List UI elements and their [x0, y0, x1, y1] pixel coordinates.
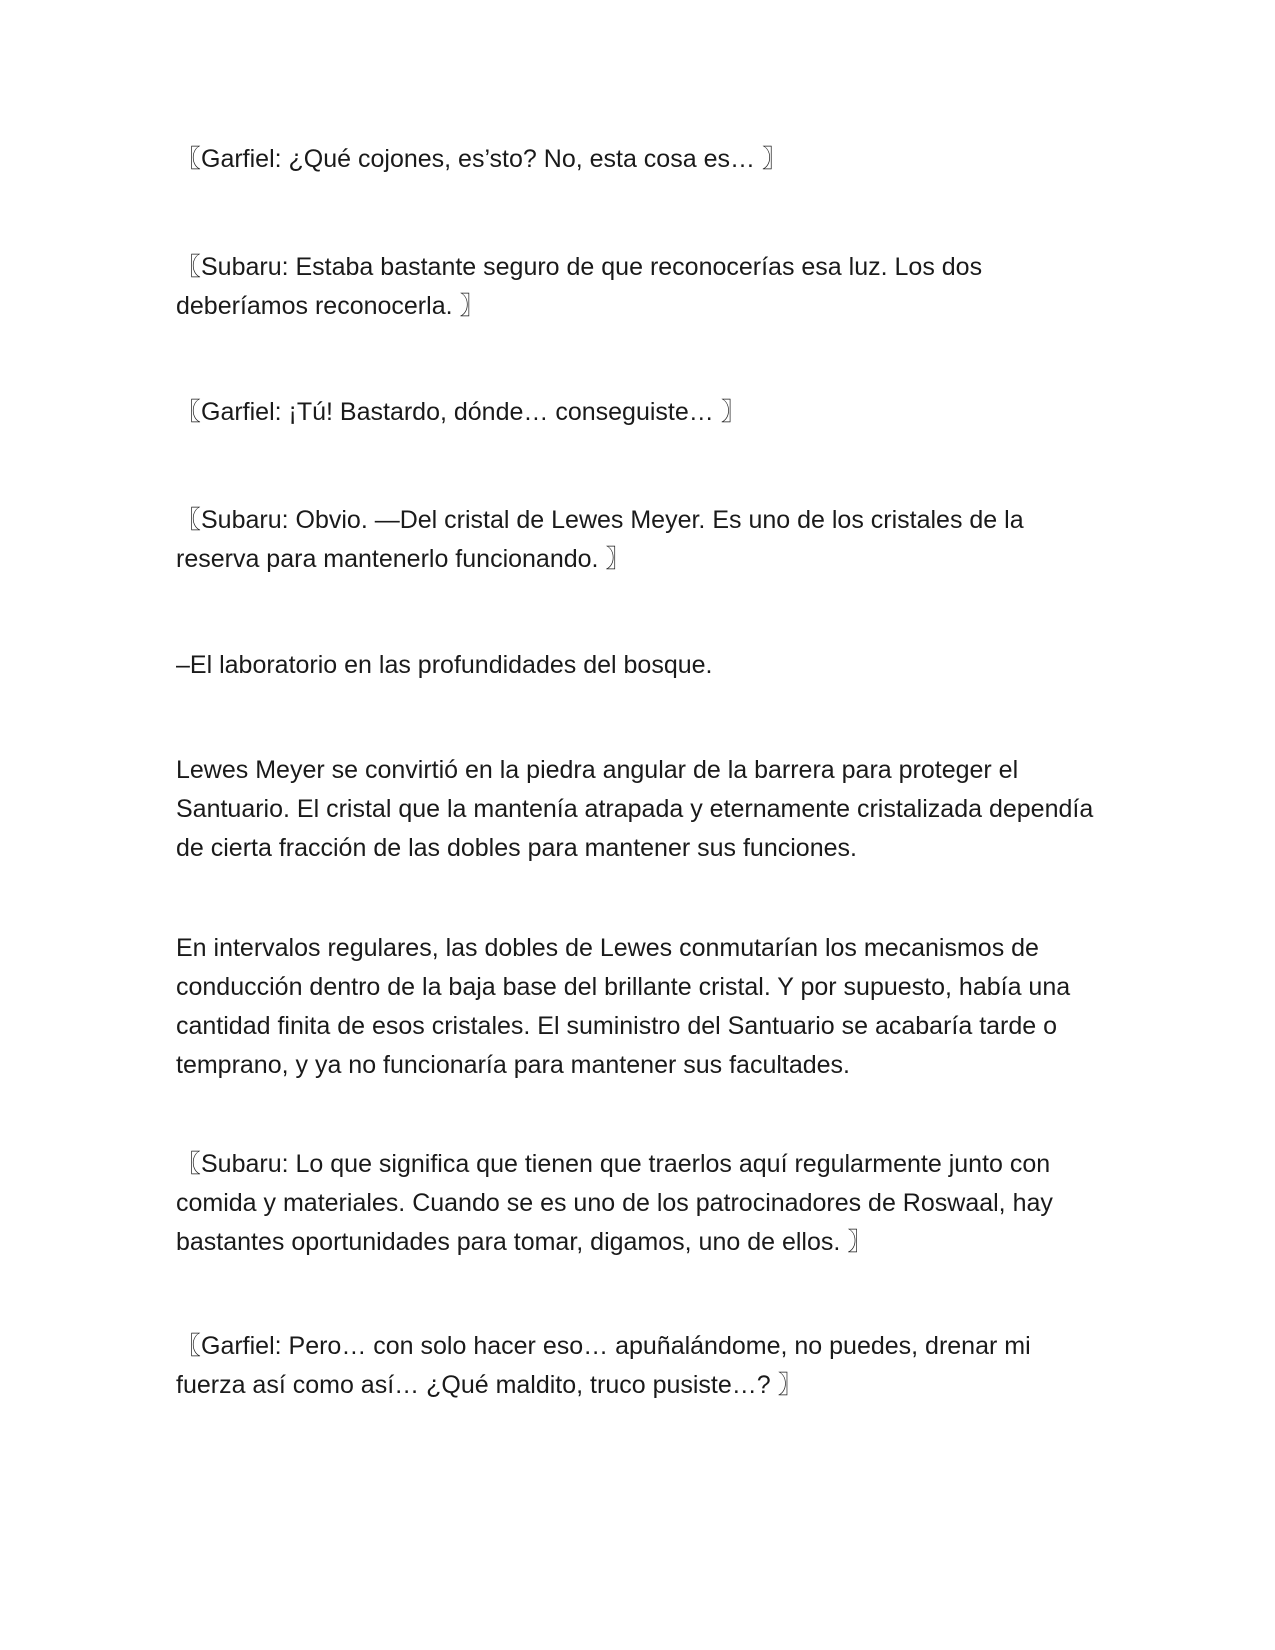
paragraph-narration-1: –El laboratorio en las profundidades del bosque.	[176, 651, 713, 679]
paragraph-subaru-2: 〖Subaru: Obvio. —Del cristal de Lewes Meyer. Es uno de los cristales de la reserva para mantenerlo funcionando. 〗	[176, 506, 1024, 573]
paragraph-subaru-3: 〖Subaru: Lo que significa que tienen que traerlos aquí regularmente junto con comida y materiales. Cuando se es uno de los patrocinadores de Roswaal, hay bastantes oportunidades para tomar, digamos, uno de ellos. 〗	[176, 1150, 1053, 1256]
paragraph-subaru-1: 〖Subaru: Estaba bastante seguro de que reconocerías esa luz. Los dos deberíamos reconocerla. 〗	[176, 253, 983, 320]
paragraph-narration-3: En intervalos regulares, las dobles de Lewes conmutarían los mecanismos de conducción dentro de la baja base del brillante cristal. Y por supuesto, había una cantidad finita de esos cristales. El suministro del Santuario se acabaría tarde o temprano, y ya no funcionaría para mantener sus facultades.	[176, 934, 1071, 1079]
paragraph-garfiel-3: 〖Garfiel: Pero… con solo hacer eso… apuñalándome, no puedes, drenar mi fuerza así como así… ¿Qué maldito, truco pusiste…? 〗	[176, 1332, 1031, 1399]
paragraph-garfiel-1: 〖Garfiel: ¿Qué cojones, es’sto? No, esta cosa es… 〗	[176, 145, 787, 173]
paragraph-garfiel-2: 〖Garfiel: ¡Tú! Bastardo, dónde… conseguiste… 〗	[176, 398, 746, 426]
paragraph-narration-2: Lewes Meyer se convirtió en la piedra angular de la barrera para proteger el Santuario. El cristal que la mantenía atrapada y eternamente cristalizada dependía de cierta fracción de las dobles para mantener sus funciones.	[176, 756, 1094, 862]
